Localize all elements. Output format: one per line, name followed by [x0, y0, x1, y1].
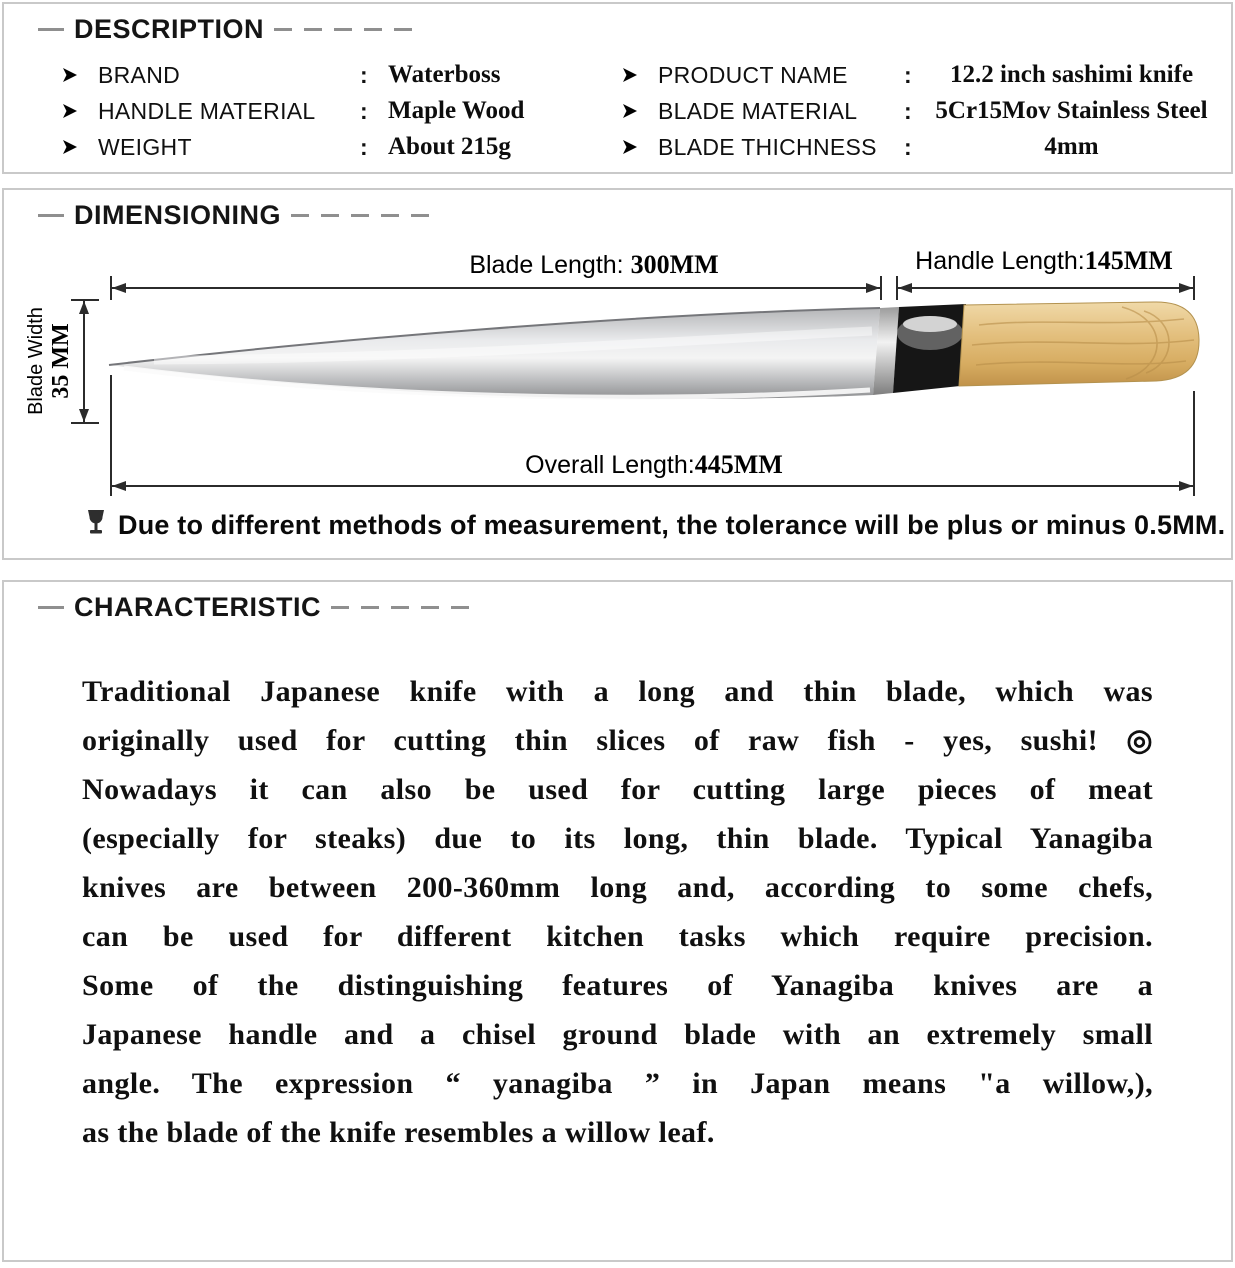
paragraph-line: Nowadays it can also be used for cutting large pieces of meat [82, 773, 1153, 806]
spec-value: Maple Wood [388, 97, 525, 124]
paragraph-line: originally used for cutting thin slices of raw fish - yes, sushi! ◎ [82, 724, 1153, 757]
dash-rule [274, 28, 414, 31]
spec-label: HANDLE MATERIAL [98, 97, 316, 124]
dash-rule [38, 214, 64, 217]
paragraph-line: can be used for different kitchen tasks which require precision. [82, 920, 1153, 953]
paragraph-line: angle. The expression “ yanagiba ” in Japan means "a willow,), [82, 1067, 1153, 1100]
blade-width-value: 35 MM [48, 323, 74, 399]
description-title: DESCRIPTION [74, 14, 265, 44]
characteristic-section [2, 580, 1233, 1262]
spec-value: 4mm [1044, 133, 1099, 160]
spec-colon: : [360, 133, 368, 160]
spec-row-product-name [622, 57, 1213, 93]
arrow-bullet-icon [62, 103, 98, 119]
spec-colon: : [360, 97, 368, 124]
arrow-bullet-icon [62, 139, 98, 155]
blade-width-label: Blade Width [25, 307, 47, 415]
dash-rule [331, 606, 471, 609]
spec-row-blade-material [622, 93, 1213, 129]
spec-column-left [62, 57, 622, 165]
spec-colon: : [360, 61, 368, 88]
tolerance-text: Due to different methods of measurement, the tolerance will be plus or minus 0.5MM. [118, 509, 1226, 540]
spec-label: WEIGHT [98, 133, 192, 160]
spec-row-brand [62, 57, 622, 93]
paragraph-line: as the blade of the knife resembles a willow leaf. [82, 1116, 715, 1149]
knife-dimension-diagram [4, 233, 1235, 505]
paragraph-line: (especially for steaks) due to its long, thin blade. Typical Yanagiba [82, 822, 1153, 855]
dimensioning-header [4, 190, 1231, 231]
arrow-bullet-icon [622, 139, 658, 155]
spec-row-weight [62, 129, 622, 165]
dimensioning-section [2, 188, 1233, 560]
description-header [4, 4, 1231, 45]
characteristic-title: CHARACTERISTIC [74, 592, 321, 622]
spec-row-handle-material [62, 93, 622, 129]
spec-colon: : [904, 97, 912, 124]
spec-value: 12.2 inch sashimi knife [949, 61, 1194, 88]
spec-colon: : [904, 61, 912, 88]
spec-value: Waterboss [388, 61, 501, 88]
spec-value: About 215g [388, 133, 511, 160]
arrow-bullet-icon [622, 67, 658, 83]
paragraph-line: Some of the distinguishing features of Yanagiba knives are a [82, 969, 1153, 1002]
arrow-bullet-icon [62, 67, 98, 83]
characteristic-paragraph [4, 623, 1231, 1157]
tolerance-icon [86, 509, 106, 541]
paragraph-line: Japanese handle and a chisel ground blade with an extremely small [82, 1018, 1153, 1051]
spec-value: 5Cr15Mov Stainless Steel [935, 97, 1208, 124]
blade-width-dimension [25, 300, 99, 423]
spec-label: BRAND [98, 61, 181, 88]
dash-rule [38, 606, 64, 609]
dash-rule [38, 28, 64, 31]
tolerance-note [4, 509, 1231, 541]
spec-label: PRODUCT NAME [658, 61, 848, 88]
blade-length-dimension [111, 250, 881, 300]
paragraph-line: Traditional Japanese knife with a long and thin blade, which was [82, 675, 1153, 708]
dimensioning-title: DIMENSIONING [74, 200, 282, 230]
handle-length-label: Handle Length:145MM [915, 246, 1173, 275]
dash-rule [291, 214, 431, 217]
spec-column-right [622, 57, 1213, 165]
description-section [2, 2, 1233, 174]
knife-illustration [109, 302, 1199, 399]
spec-label: BLADE MATERIAL [658, 97, 858, 124]
ferrule-shine-bright [903, 316, 957, 332]
spec-colon: : [904, 133, 912, 160]
characteristic-header [4, 582, 1231, 623]
blade-length-label: Blade Length: 300MM [469, 250, 719, 279]
overall-length-label: Overall Length:445MM [525, 450, 783, 479]
spec-table [4, 45, 1231, 165]
handle-length-dimension [897, 246, 1194, 300]
spec-row-blade-thickness [622, 129, 1213, 165]
paragraph-line: knives are between 200-360mm long and, according to some chefs, [82, 871, 1153, 904]
arrow-bullet-icon [622, 103, 658, 119]
spec-label: BLADE THICHNESS [658, 133, 877, 160]
